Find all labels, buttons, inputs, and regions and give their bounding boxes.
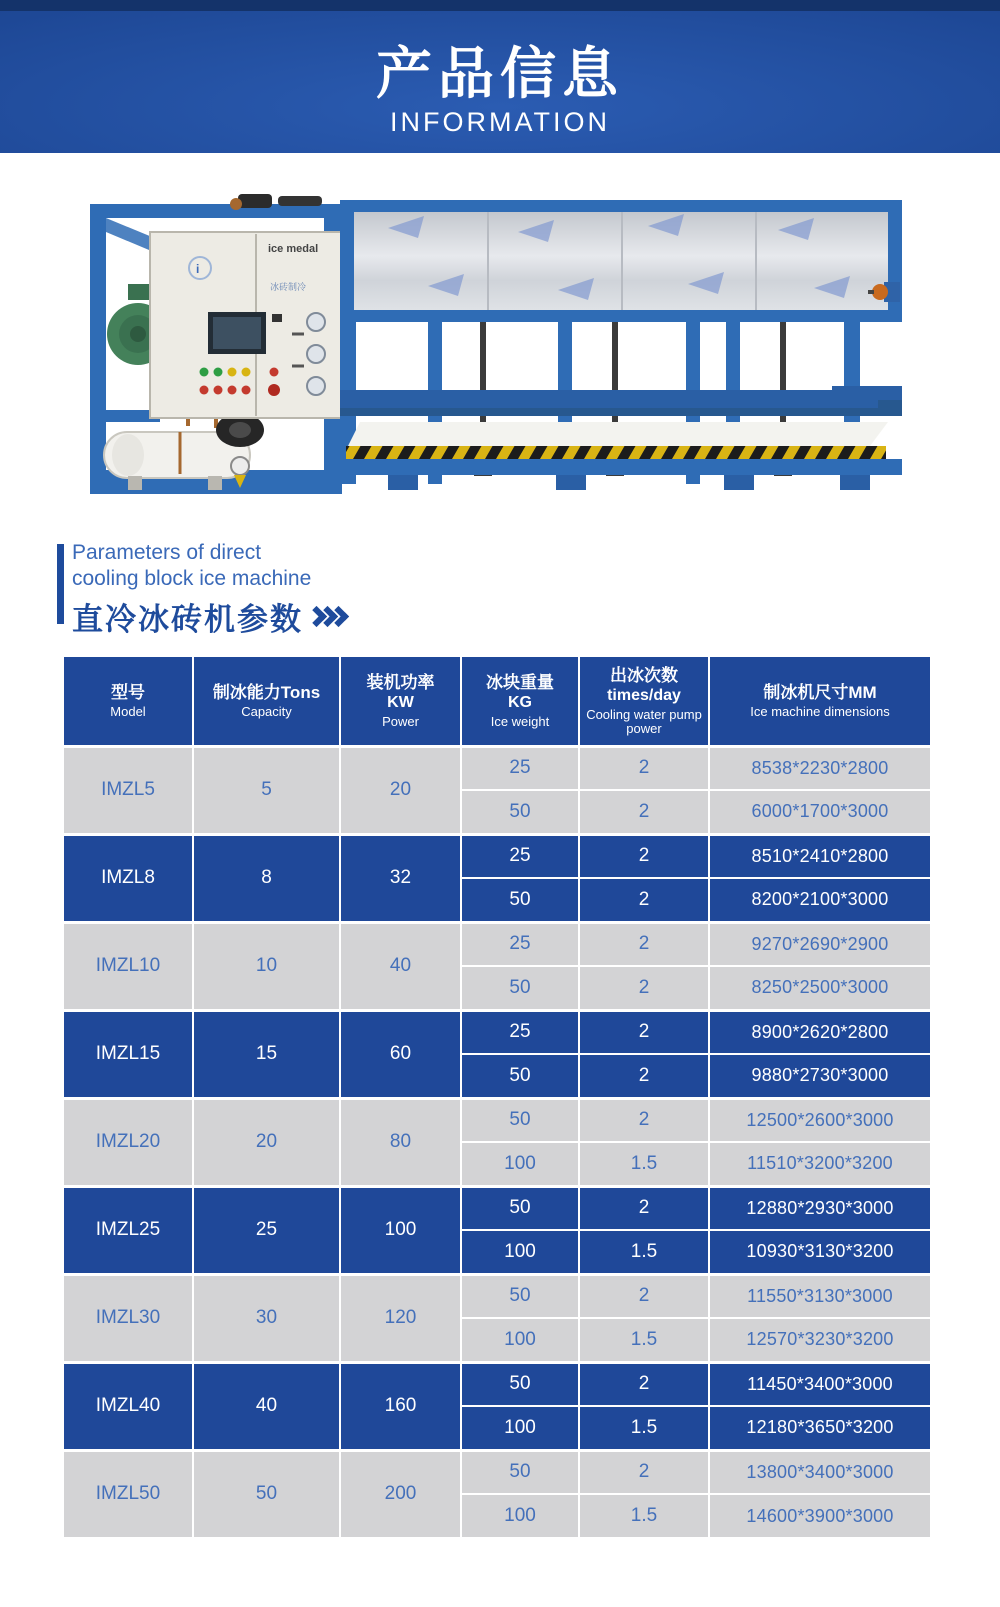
cell-weight: 50 — [461, 1362, 579, 1406]
cell-times: 2 — [579, 1010, 709, 1054]
cell-power: 80 — [340, 1098, 461, 1186]
cell-dims: 13800*3400*3000 — [709, 1450, 931, 1494]
cell-power: 100 — [340, 1186, 461, 1274]
cell-capacity: 5 — [193, 746, 340, 834]
cell-weight: 100 — [461, 1142, 579, 1186]
cell-capacity: 30 — [193, 1274, 340, 1362]
cell-weight: 25 — [461, 922, 579, 966]
cell-times: 1.5 — [579, 1406, 709, 1450]
spec-header-row — [63, 656, 931, 746]
table-row — [63, 1010, 931, 1054]
cell-weight: 100 — [461, 1318, 579, 1362]
banner — [0, 0, 1000, 153]
spec-table-body — [63, 746, 931, 1538]
cell-times: 2 — [579, 966, 709, 1010]
cell-weight: 50 — [461, 1450, 579, 1494]
cell-dims: 12180*3650*3200 — [709, 1406, 931, 1450]
cell-capacity: 8 — [193, 834, 340, 922]
cell-dims: 11450*3400*3000 — [709, 1362, 931, 1406]
cell-model: IMZL15 — [63, 1010, 193, 1098]
svg-text:i: i — [196, 262, 200, 276]
cell-dims: 12500*2600*3000 — [709, 1098, 931, 1142]
cell-weight: 100 — [461, 1494, 579, 1538]
cell-model: IMZL40 — [63, 1362, 193, 1450]
column-header-3: 装机功率 KW Power — [340, 656, 461, 746]
spec-table-head — [63, 656, 931, 746]
cell-times: 2 — [579, 1098, 709, 1142]
cell-capacity: 40 — [193, 1362, 340, 1450]
cell-weight: 50 — [461, 878, 579, 922]
cell-weight: 50 — [461, 1274, 579, 1318]
cell-capacity: 50 — [193, 1450, 340, 1538]
cell-dims: 8510*2410*2800 — [709, 834, 931, 878]
cell-weight: 100 — [461, 1230, 579, 1274]
column-header-6: 制冰机尺寸MM Ice machine dimensions — [709, 656, 931, 746]
cell-times: 1.5 — [579, 1318, 709, 1362]
cell-times: 2 — [579, 922, 709, 966]
cell-times: 2 — [579, 746, 709, 790]
cell-times: 2 — [579, 790, 709, 834]
cell-model: IMZL30 — [63, 1274, 193, 1362]
cell-weight: 50 — [461, 790, 579, 834]
cell-dims: 10930*3130*3200 — [709, 1230, 931, 1274]
cell-weight: 100 — [461, 1406, 579, 1450]
cell-times: 2 — [579, 834, 709, 878]
cell-dims: 12570*3230*3200 — [709, 1318, 931, 1362]
cell-dims: 9880*2730*3000 — [709, 1054, 931, 1098]
cell-times: 2 — [579, 878, 709, 922]
column-header-5: 出冰次数 times/day Cooling water pump power — [579, 656, 709, 746]
section-heading — [57, 540, 657, 639]
cell-model: IMZL5 — [63, 746, 193, 834]
cell-times: 2 — [579, 1274, 709, 1318]
table-row — [63, 1274, 931, 1318]
column-header-4: 冰块重量 KG Ice weight — [461, 656, 579, 746]
section-subtitle-line1: Parameters of direct — [72, 541, 262, 564]
cell-times: 2 — [579, 1362, 709, 1406]
cell-model: IMZL10 — [63, 922, 193, 1010]
cell-model: IMZL50 — [63, 1450, 193, 1538]
cell-model: IMZL25 — [63, 1186, 193, 1274]
cell-weight: 50 — [461, 1054, 579, 1098]
table-row — [63, 834, 931, 878]
cell-dims: 14600*3900*3000 — [709, 1494, 931, 1538]
svg-text:ice medal: ice medal — [268, 243, 319, 255]
section-subtitle-en — [72, 540, 657, 591]
machine-illustration — [88, 194, 902, 506]
cell-weight: 50 — [461, 1186, 579, 1230]
cell-power: 160 — [340, 1362, 461, 1450]
cell-capacity: 15 — [193, 1010, 340, 1098]
triple-chevron-icon — [313, 609, 346, 624]
cell-dims: 11550*3130*3000 — [709, 1274, 931, 1318]
cell-weight: 25 — [461, 746, 579, 790]
cell-model: IMZL8 — [63, 834, 193, 922]
cell-dims: 8900*2620*2800 — [709, 1010, 931, 1054]
cell-capacity: 10 — [193, 922, 340, 1010]
cell-times: 1.5 — [579, 1142, 709, 1186]
cell-dims: 8200*2100*3000 — [709, 878, 931, 922]
cell-dims: 6000*1700*3000 — [709, 790, 931, 834]
cell-times: 2 — [579, 1186, 709, 1230]
column-header-2: 制冰能力Tons Capacity — [193, 656, 340, 746]
machine-photo — [88, 194, 902, 506]
cell-dims: 9270*2690*2900 — [709, 922, 931, 966]
table-row — [63, 746, 931, 790]
cell-weight: 25 — [461, 1010, 579, 1054]
table-row — [63, 1362, 931, 1406]
section-title-cn: 直冷冰砖机参数 — [72, 602, 303, 638]
cell-dims: 11510*3200*3200 — [709, 1142, 931, 1186]
cell-times: 1.5 — [579, 1230, 709, 1274]
svg-text:冰砖制冷: 冰砖制冷 — [270, 282, 307, 292]
cell-times: 2 — [579, 1450, 709, 1494]
cell-dims: 8250*2500*3000 — [709, 966, 931, 1010]
cell-power: 200 — [340, 1450, 461, 1538]
table-row — [63, 1450, 931, 1494]
spec-table — [62, 655, 932, 1539]
cell-power: 32 — [340, 834, 461, 922]
cell-model: IMZL20 — [63, 1098, 193, 1186]
cell-weight: 50 — [461, 1098, 579, 1142]
cell-weight: 50 — [461, 966, 579, 1010]
cell-power: 120 — [340, 1274, 461, 1362]
cell-power: 20 — [340, 746, 461, 834]
cell-weight: 25 — [461, 834, 579, 878]
banner-title-cn: 产品信息 — [376, 42, 624, 105]
banner-title-en: INFORMATION — [390, 107, 610, 137]
section-accent-bar — [57, 544, 64, 624]
cell-times: 2 — [579, 1054, 709, 1098]
cell-power: 60 — [340, 1010, 461, 1098]
cell-power: 40 — [340, 922, 461, 1010]
table-row — [63, 1186, 931, 1230]
cell-capacity: 25 — [193, 1186, 340, 1274]
cell-dims: 12880*2930*3000 — [709, 1186, 931, 1230]
cell-times: 1.5 — [579, 1494, 709, 1538]
section-subtitle-line2: cooling block ice machine — [72, 566, 312, 590]
cell-dims: 8538*2230*2800 — [709, 746, 931, 790]
column-header-1: 型号 Model — [63, 656, 193, 746]
banner-top-strip — [0, 0, 1000, 11]
cell-capacity: 20 — [193, 1098, 340, 1186]
table-row — [63, 922, 931, 966]
table-row — [63, 1098, 931, 1142]
